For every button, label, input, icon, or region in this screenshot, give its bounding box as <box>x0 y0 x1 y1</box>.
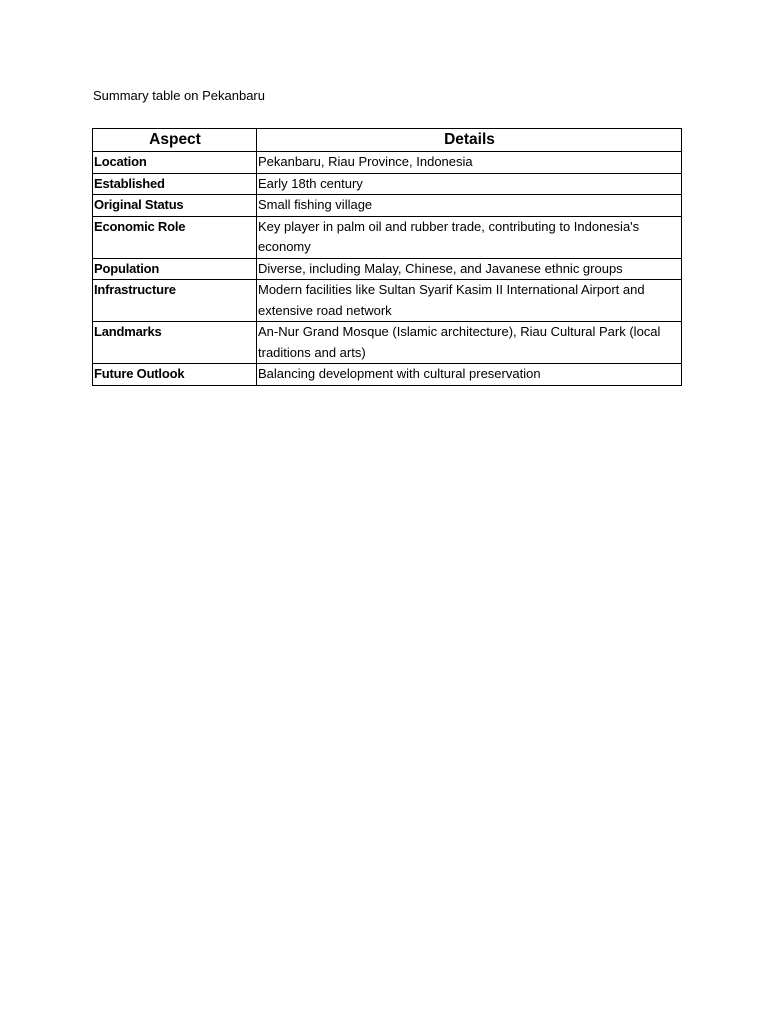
table-row <box>93 195 682 217</box>
aspect-cell: Population <box>93 258 257 280</box>
aspect-cell: Established <box>93 173 257 195</box>
aspect-cell: Infrastructure <box>93 280 257 322</box>
details-cell: Modern facilities like Sultan Syarif Kasim II International Airport and extensive road network <box>257 280 682 322</box>
aspect-cell: Original Status <box>93 195 257 217</box>
aspect-cell: Future Outlook <box>93 364 257 386</box>
table-row <box>93 258 682 280</box>
document-title: Summary table on Pekanbaru <box>93 88 265 103</box>
table-row <box>93 173 682 195</box>
table-row <box>93 280 682 322</box>
details-cell: Diverse, including Malay, Chinese, and Javanese ethnic groups <box>257 258 682 280</box>
aspect-cell: Economic Role <box>93 216 257 258</box>
table-row <box>93 322 682 364</box>
details-cell: Balancing development with cultural preservation <box>257 364 682 386</box>
table-row <box>93 216 682 258</box>
aspect-cell: Location <box>93 152 257 174</box>
summary-table <box>92 128 682 386</box>
details-cell: Pekanbaru, Riau Province, Indonesia <box>257 152 682 174</box>
table-row <box>93 364 682 386</box>
details-cell: An-Nur Grand Mosque (Islamic architecture), Riau Cultural Park (local traditions and arts) <box>257 322 682 364</box>
aspect-cell: Landmarks <box>93 322 257 364</box>
details-cell: Key player in palm oil and rubber trade, contributing to Indonesia's economy <box>257 216 682 258</box>
table-header-row <box>93 129 682 152</box>
details-cell: Small fishing village <box>257 195 682 217</box>
header-aspect: Aspect <box>93 129 257 152</box>
header-details: Details <box>257 129 682 152</box>
table-row <box>93 152 682 174</box>
details-cell: Early 18th century <box>257 173 682 195</box>
